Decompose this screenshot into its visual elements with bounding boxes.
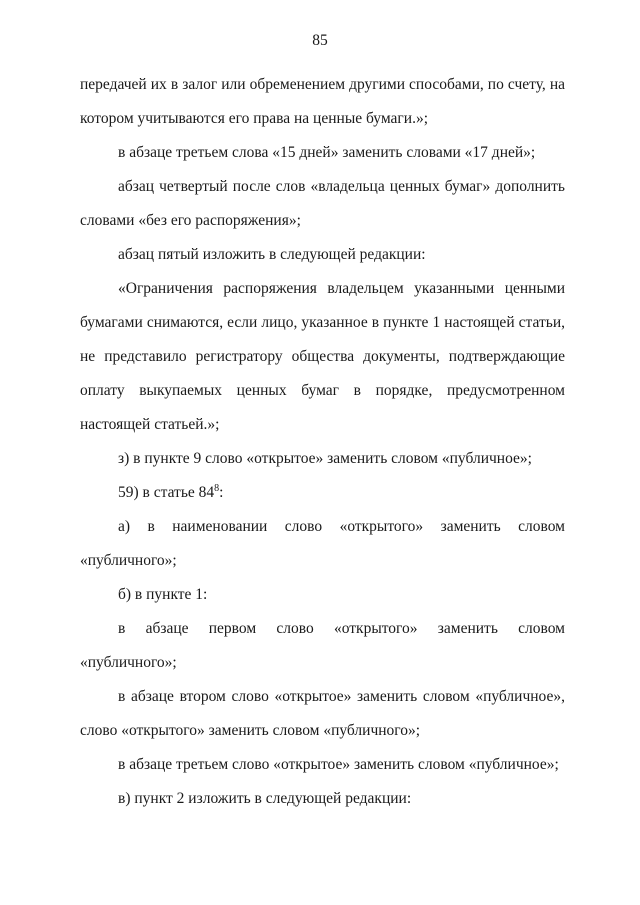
- paragraph: в абзаце третьем слово «открытое» заменить словом «публичное»;: [118, 756, 559, 773]
- paragraph: абзац четвертый после слов «владельца ценных бумаг» дополнить словами «без его распоряжения»;: [80, 178, 565, 229]
- paragraph: в) пункт 2 изложить в следующей редакции:: [118, 790, 412, 807]
- paragraph: б) в пункте 1:: [118, 586, 208, 603]
- paragraph: [80, 476, 565, 510]
- superscript: 8: [214, 483, 220, 494]
- paragraph: абзац пятый изложить в следующей редакции:: [118, 246, 426, 263]
- paragraph: в абзаце третьем слова «15 дней» заменить словами «17 дней»;: [118, 144, 536, 161]
- paragraph: «Ограничения распоряжения владельцем указанными ценными бумагами снимаются, если лицо, указанное в пункте 1 настоящей статьи, не представило регистратору общества документы, подтверждающие оплату выкупаемых ценных бумаг в порядке, предусмотренном настоящей статьей.»;: [80, 280, 565, 433]
- paragraph: в абзаце втором слово «открытое» заменить словом «публичное», слово «открытого» заменить словом «публичного»;: [80, 688, 565, 739]
- paragraph: з) в пункте 9 слово «открытое» заменить словом «публичное»;: [118, 450, 532, 467]
- paragraph: а) в наименовании слово «открытого» заменить словом «публичного»;: [80, 518, 565, 569]
- paragraph-tail: :: [219, 484, 224, 501]
- paragraph-text: 59) в статье 84: [118, 484, 215, 501]
- page-number: 85: [312, 32, 328, 49]
- paragraph: в абзаце первом слово «открытого» заменить словом «публичного»;: [80, 620, 565, 671]
- document-body: [80, 68, 565, 816]
- paragraph: передачей их в залог или обременением другими способами, по счету, на котором учитываются его права на ценные бумаги.»;: [80, 76, 565, 127]
